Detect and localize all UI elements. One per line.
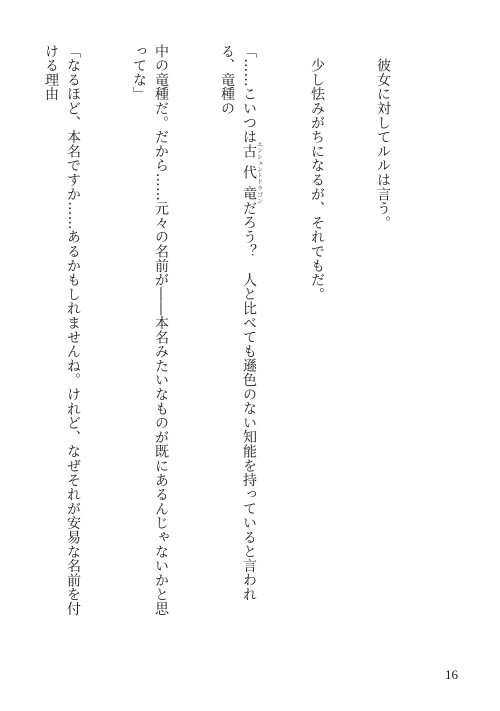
ruby-kodairyu: 古代竜エンシェントドラゴン [241,141,263,205]
ruby-reading: エンシェントドラゴン [255,141,263,205]
page-number: 16 [445,667,458,682]
text-line-2: 少し怯みがちになるが、それでもだ。 [309,44,325,302]
text-line-5: 「なるほど、本名ですか……あるかもしれませんね。けれど、なぜそれが安易な名前を付ける理由 [43,44,81,616]
text-line-3: 「……こいつは古代竜エンシェントドラゴンだろう？ 人と比べても遜色のない知能を持っていると言われる、竜種の [219,44,263,602]
body-text [0,44,438,630]
text-line-1: 彼女に対してルルは言う。 [375,44,391,230]
text-line-4: 中の竜種だ。だから……元々の名前が――本名みたいなものが既にあるんじゃないかと思ってな」 [131,44,169,616]
